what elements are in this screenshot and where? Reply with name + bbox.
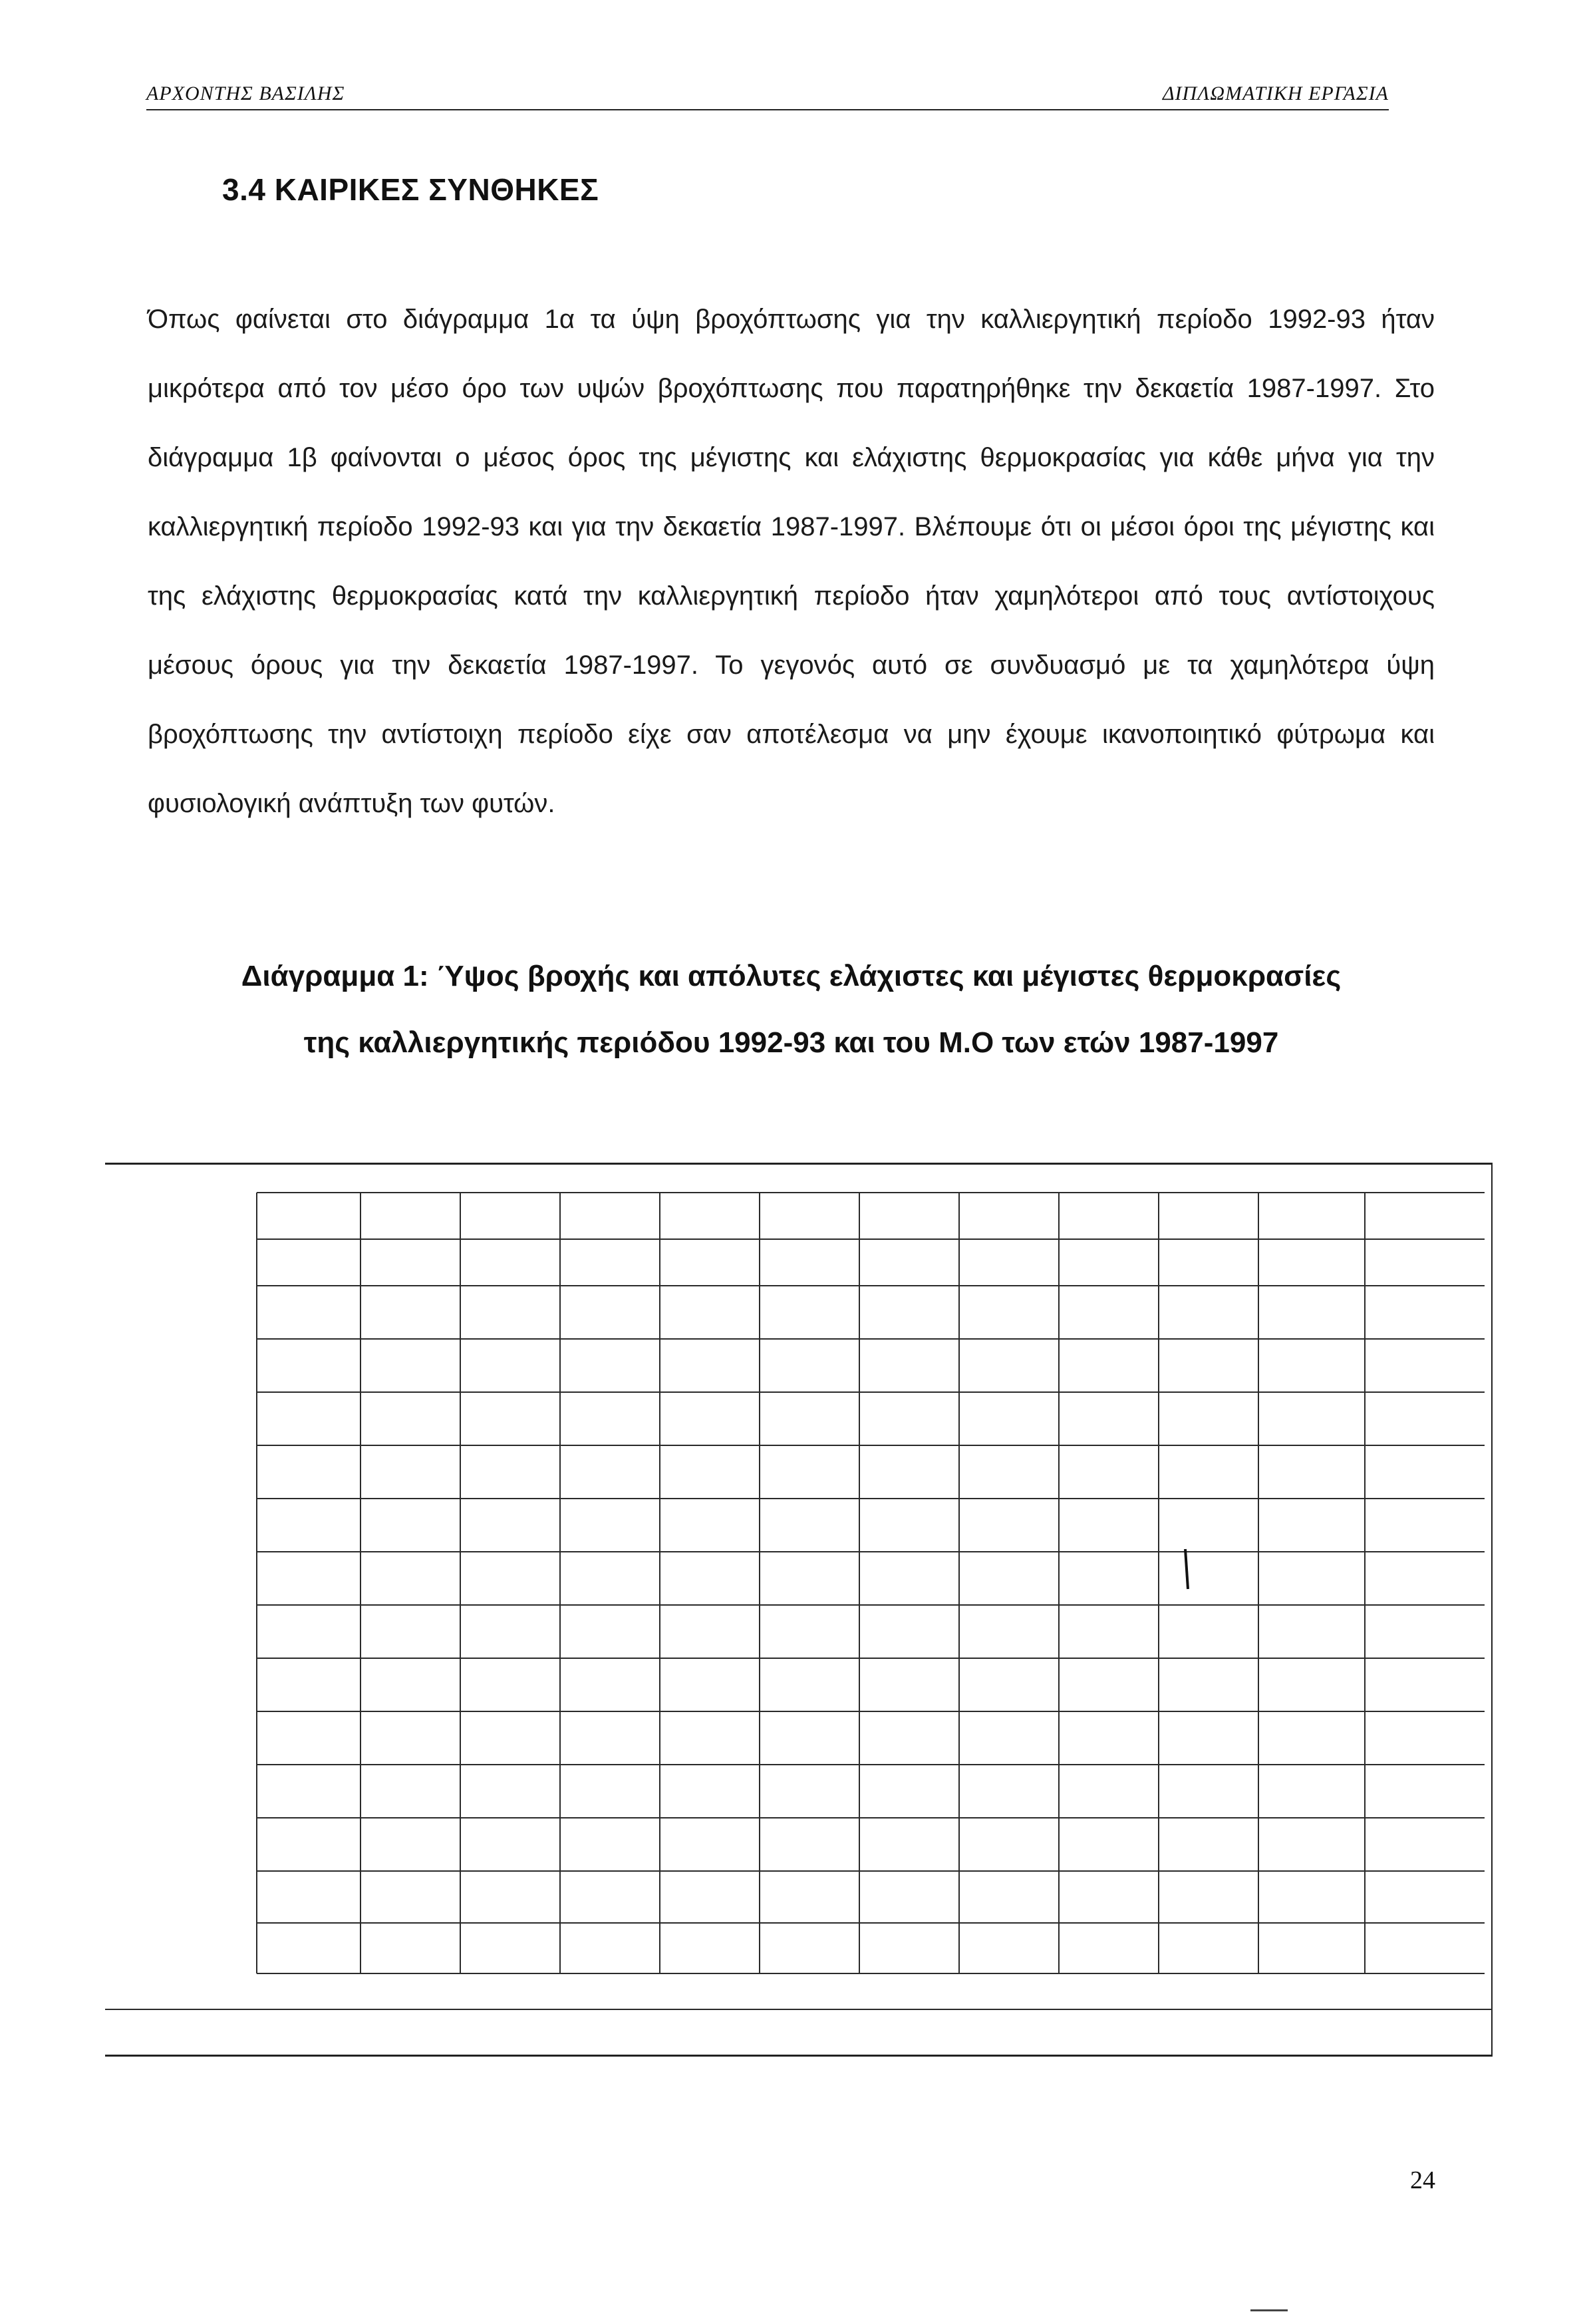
figure-caption [148,943,1435,1076]
grid-mark [1185,1549,1188,1589]
footer-rule [1250,2309,1288,2311]
header-author: ΑΡΧΟΝΤΗΣ ΒΑΣΙΛΗΣ [146,82,345,104]
figure-caption-line-2: της καλλιεργητικής περιόδου 1992-93 και του Μ.Ο των ετών 1987-1997 [303,1026,1279,1059]
chart-frame [105,1163,1493,2057]
body-paragraph: Όπως φαίνεται στο διάγραμμα 1α τα ύψη βροχόπτωσης για την καλλιεργητική περίοδο 1992-93 ήταν μικρότερα από τον μέσο όρο των υψών βροχόπτωσης που παρατηρήθηκε την δεκαετία 1987-1997. Στο διάγραμμα 1β φαίνονται ο μέσος όρος της μέγιστης και ελάχιστης θερμοκρασίας για κάθε μήνα για την καλλιεργητική περίοδο 1992-93 και για την δεκαετία 1987-1997. Βλέπουμε ότι οι μέσοι όροι της μέγιστης και της ελάχιστης θερμοκρασίας κατά την καλλιεργητική περίοδο ήταν χαμηλότεροι από τους αντίστοιχους μέσους όρους για την δεκαετία 1987-1997. Το γεγονός αυτό σε συνδυασμό με τα χαμηλότερα ύψη βροχόπτωσης την αντίστοιχη περίοδο είχε σαν αποτέλεσμα να μην έχουμε ικανοποιητικό φύτρωμα και φυσιολογική ανάπτυξη των φυτών. [148,305,1435,818]
header-document-type: ΔΙΠΛΩΜΑΤΙΚΗ ΕΡΓΑΣΙΑ [1162,82,1389,104]
running-header [146,78,1389,110]
chart-grid [105,1165,1493,2059]
page-number: 24 [1410,2166,1435,2194]
figure-caption-line-1: Διάγραμμα 1: Ύψος βροχής και απόλυτες ελάχιστες και μέγιστες θερμοκρασίες [241,960,1342,992]
section-heading: 3.4 ΚΑΙΡΙΚΕΣ ΣΥΝΘΗΚΕΣ [222,172,599,207]
